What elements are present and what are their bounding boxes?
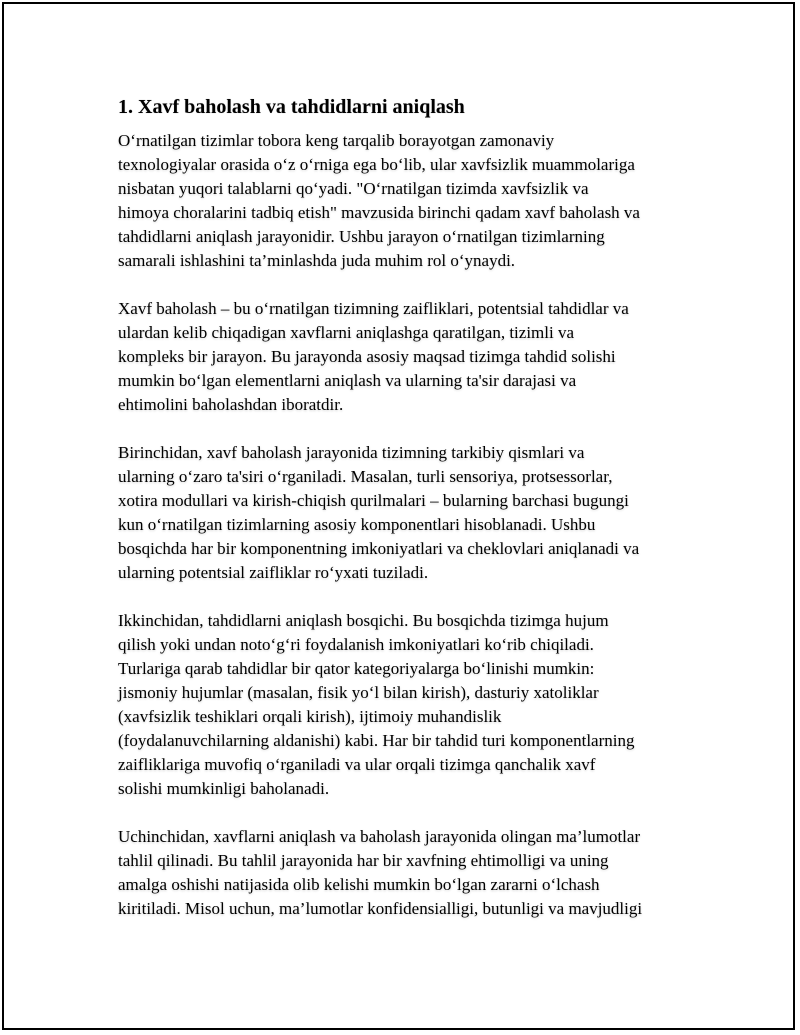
text-line: Birinchidan, xavf baholash jarayonida tizimning tarkibiy qismlari va xyxy=(118,443,585,462)
paragraph-1 xyxy=(118,129,690,273)
text-line: solishi mumkinligi baholanadi. xyxy=(118,779,330,798)
text-line: kiritiladi. Misol uchun, ma’lumotlar konfidensialligi, butunligi va mavjudligi xyxy=(118,899,643,918)
text-line: Ikkinchidan, tahdidlarni aniqlash bosqichi. Bu bosqichda tizimga hujum xyxy=(118,611,609,630)
text-line: jismoniy hujumlar (masalan, fisik yo‘l bilan kirish), dasturiy xatoliklar xyxy=(118,683,599,702)
text-line: (foydalanuvchilarning aldanishi) kabi. Har bir tahdid turi komponentlarning xyxy=(118,731,635,750)
text-line: samarali ishlashini ta’minlashda juda muhim rol o‘ynaydi. xyxy=(118,251,516,270)
text-line: qilish yoki undan noto‘g‘ri foydalanish imkoniyatlari ko‘rib chiqiladi. xyxy=(118,635,594,654)
text-line: zaifliklariga muvofiq o‘rganiladi va ular orqali tizimga qanchalik xavf xyxy=(118,755,596,774)
text-line: xotira modullari va kirish-chiqish qurilmalari – bularning barchasi bugungi xyxy=(118,491,629,510)
text-line: bosqichda har bir komponentning imkoniyatlari va cheklovlari aniqlanadi va xyxy=(118,539,640,558)
text-line: kompleks bir jarayon. Bu jarayonda asosiy maqsad tizimga tahdid solishi xyxy=(118,347,616,366)
text-line: Xavf baholash – bu o‘rnatilgan tizimning zaifliklari, potentsial tahdidlar va xyxy=(118,299,629,318)
text-line: Uchinchidan, xavflarni aniqlash va baholash jarayonida olingan ma’lumotlar xyxy=(118,827,641,846)
text-line: tahdidlarni aniqlash jarayonidir. Ushbu jarayon o‘rnatilgan tizimlarning xyxy=(118,227,605,246)
text-line: ularning o‘zaro ta'siri o‘rganiladi. Masalan, turli sensoriya, protsessorlar, xyxy=(118,467,613,486)
text-line: Turlariga qarab tahdidlar bir qator kategoriyalarga bo‘linishi mumkin: xyxy=(118,659,595,678)
section-heading: 1. Xavf baholash va tahdidlarni aniqlash xyxy=(118,96,465,118)
document-body xyxy=(118,92,690,945)
text-line: O‘rnatilgan tizimlar tobora keng tarqalib borayotgan zamonaviy xyxy=(118,131,555,150)
text-line: amalga oshishi natijasida olib kelishi mumkin bo‘lgan zararni o‘lchash xyxy=(118,875,600,894)
text-line: nisbatan yuqori talablarni qo‘yadi. "O‘rnatilgan tizimda xavfsizlik va xyxy=(118,179,589,198)
text-line: (xavfsizlik teshiklari orqali kirish), ijtimoiy muhandislik xyxy=(118,707,502,726)
paragraph-2 xyxy=(118,297,690,417)
paragraph-4 xyxy=(118,609,690,801)
text-line: ularning potentsial zaifliklar ro‘yxati tuziladi. xyxy=(118,563,429,582)
text-line: tahlil qilinadi. Bu tahlil jarayonida har bir xavfning ehtimolligi va uning xyxy=(118,851,609,870)
text-line: kun o‘rnatilgan tizimlarning asosiy komponentlari hisoblanadi. Ushbu xyxy=(118,515,596,534)
text-line: ehtimolini baholashdan iboratdir. xyxy=(118,395,344,414)
text-line: himoya choralarini tadbiq etish" mavzusida birinchi qadam xavf baholash va xyxy=(118,203,640,222)
text-line: mumkin bo‘lgan elementlarni aniqlash va ularning ta'sir darajasi va xyxy=(118,371,577,390)
paragraph-3 xyxy=(118,441,690,585)
text-line: ulardan kelib chiqadigan xavflarni aniqlashga qaratilgan, tizimli va xyxy=(118,323,575,342)
text-line: texnologiyalar orasida o‘z o‘rniga ega bo‘lib, ular xavfsizlik muammolariga xyxy=(118,155,635,174)
paragraph-5 xyxy=(118,825,690,921)
